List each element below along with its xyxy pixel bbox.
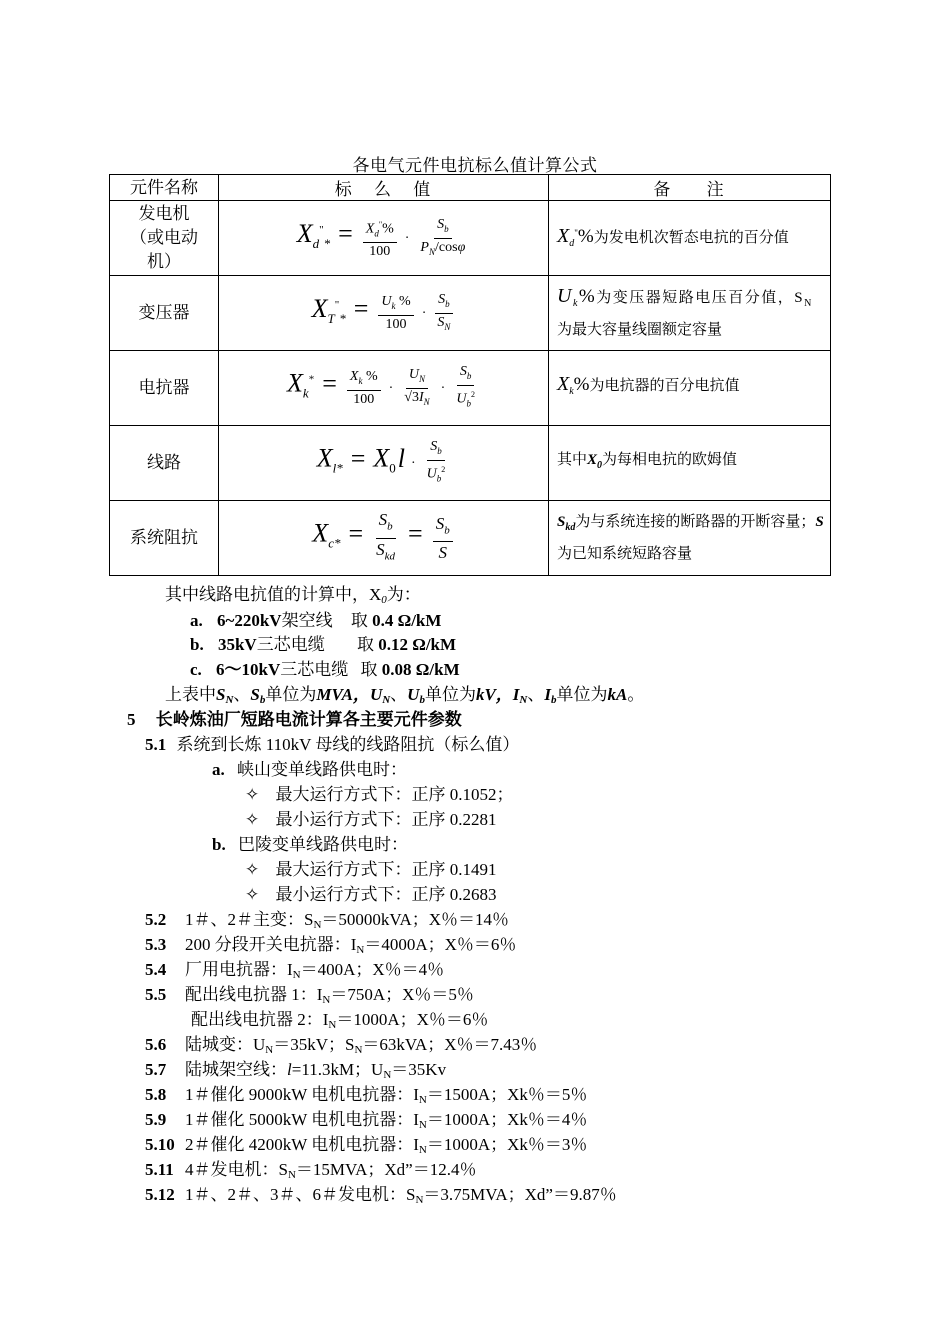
units-in-sub: N (519, 694, 528, 706)
item-rest: ＝750A；X％＝5％ (330, 985, 474, 1004)
section-5-heading (127, 705, 462, 730)
item-rest: ＝1000A；Xk％＝3％ (426, 1135, 588, 1154)
item-rest: =11.3kM；U (291, 1060, 384, 1079)
intro-text-b: 为： (386, 585, 421, 604)
units-p3: 单位为 (424, 685, 476, 704)
formula-line: $X_{l*} = X_0l$ · $\frac{S_b}{U_b^2}$ (219, 426, 549, 501)
s51-num: 5.1 (145, 735, 167, 754)
list-item (190, 630, 456, 655)
line-reactance-intro (165, 580, 421, 606)
intro-sub: 0 (381, 594, 387, 606)
item-text: 4＃发电机：S (185, 1160, 288, 1179)
item-sub2: N (383, 1069, 392, 1081)
item-text: 1＃催化 5000kW 电机电抗器：I (185, 1110, 419, 1129)
list-item (145, 930, 516, 956)
table-row (110, 201, 831, 276)
header-remark: 备 注 (549, 175, 831, 201)
item-c-value: 0.08 Ω/kM (381, 660, 460, 679)
item-rest2: ＝63kVA；X％＝7.43％ (362, 1035, 538, 1054)
item-a-type: 架空线 (281, 611, 333, 630)
item-num: 5.4 (145, 960, 167, 979)
item-sub: N (415, 1194, 424, 1206)
table-row (110, 426, 831, 501)
s51-a-text: 峡山变单线路供电时： (237, 760, 407, 779)
list-item (190, 606, 441, 631)
system-remark-skd: S (557, 514, 566, 530)
units-un: U (369, 685, 383, 704)
item-c-type: 三芯电缆 (280, 660, 349, 679)
item-text: 200 分段开关电抗器：I (185, 935, 357, 954)
list-item (145, 1055, 446, 1081)
list-item (145, 905, 509, 931)
list-item (145, 1105, 587, 1131)
units-ib: I (544, 685, 551, 704)
s51-a2 (245, 805, 497, 830)
item-rest: ＝50000kVA；X％＝14％ (321, 910, 510, 929)
item-num: 5.8 (145, 1085, 167, 1104)
item-sub: N (265, 1044, 274, 1056)
header-value: 标 么 值 (219, 175, 549, 201)
s51-b (212, 830, 408, 855)
diamond-icon: ✧ (245, 785, 260, 804)
item-rest: ＝1000A；Xk％＝4％ (426, 1110, 588, 1129)
item-rest: ＝400A；X％＝4％ (300, 960, 445, 979)
units-p2: 单位为 (265, 685, 317, 704)
list-item (191, 1005, 488, 1031)
row-name-line: 线路 (110, 426, 219, 501)
item-text: 配出线电抗器 2：I (191, 1010, 329, 1029)
section-5-title: 长岭炼油厂短路电流计算各主要元件参数 (155, 710, 462, 729)
section-5-number: 5 (127, 710, 136, 729)
list-item (145, 1155, 476, 1181)
system-remark-skd-sub: kd (565, 522, 576, 533)
list-item (145, 955, 444, 981)
item-rest: ＝4000A；X％＝6％ (364, 935, 517, 954)
units-ub-sub: b (419, 694, 425, 706)
item-rest: ＝3.75MVA；Xd”＝9.87％ (423, 1185, 617, 1204)
s51-b-text: 巴陵变单线路供电时： (237, 835, 408, 854)
item-a-take: 取 (350, 611, 368, 630)
units-ka: kA (607, 685, 628, 704)
s51-b-label: b. (212, 835, 226, 854)
item-b-range: 35kV (217, 635, 257, 654)
item-num: 5.2 (145, 910, 167, 929)
intro-text-a: 其中线路电抗值的计算中，X (165, 585, 382, 604)
s51-a (212, 755, 407, 780)
remark-generator: $X_d^"\%$为发电机次暂态电抗的百分值 (549, 201, 831, 276)
item-b-type: 三芯电缆 (256, 635, 325, 654)
system-remark-text1: 为与系统连接的断路器的开断容量； (575, 514, 816, 530)
line-remark-prefix: 其中 (557, 452, 588, 468)
item-text: 2＃催化 4200kW 电机电抗器：I (185, 1135, 419, 1154)
units-p4: 单位为 (556, 685, 608, 704)
generator-label: 发电机（或电动机） (130, 204, 198, 271)
item-ital: l (287, 1060, 292, 1079)
line-remark-x0: X (587, 452, 598, 468)
remark-system (549, 501, 831, 576)
units-p1: 上表中 (165, 685, 216, 704)
row-name-transformer: 变压器 (110, 276, 219, 351)
item-rest: ＝15MVA；Xd”＝12.4％ (295, 1160, 477, 1179)
s51-a1 (245, 780, 514, 805)
units-mva: MVA， (316, 685, 370, 704)
item-sub: N (328, 1019, 337, 1031)
row-name-reactor: 电抗器 (110, 351, 219, 426)
row-name-system: 系统阻抗 (110, 501, 219, 576)
item-text: 1＃、2＃主变：S (185, 910, 314, 929)
units-in: I (512, 685, 520, 704)
s51-a-label: a. (212, 760, 225, 779)
line-remark-text: 为每相电抗的欧姆值 (602, 452, 738, 468)
item-num: 5.12 (145, 1185, 175, 1204)
transformer-remark-text: 为变压器短路电压百分值，S (596, 290, 805, 306)
s51-a2-text: 最小运行方式下：正序 0.2281 (275, 810, 497, 829)
list-item (145, 1180, 617, 1206)
item-c-label: c. (190, 660, 202, 679)
item-num: 5.7 (145, 1060, 167, 1079)
item-a-range: 6~220kV (217, 611, 282, 630)
table-row (110, 351, 831, 426)
reactance-formula-table (109, 174, 831, 576)
table-header-row (110, 175, 831, 201)
diamond-icon: ✧ (245, 885, 260, 904)
table-row (110, 501, 831, 576)
list-item (190, 655, 460, 680)
reactor-remark-text: 为电抗器的百分电抗值 (589, 378, 740, 394)
units-kv: kV， (475, 685, 513, 704)
units-sep1: 、 (233, 685, 251, 704)
s51-b2 (245, 880, 497, 905)
item-c-range: 6～10kV (216, 660, 281, 679)
table-title: 各电气元件电抗标么值计算公式 (352, 156, 598, 175)
units-sn-sub: N (225, 694, 234, 706)
units-un-sub: N (382, 694, 391, 706)
s51-b1-text: 最大运行方式下：正序 0.1491 (275, 860, 497, 879)
units-ib-sub: b (551, 694, 557, 706)
remark-line (549, 426, 831, 501)
line-remark-x0-sub: 0 (597, 460, 603, 471)
item-sub: N (292, 969, 301, 981)
item-rest2: ＝35Kv (391, 1060, 447, 1079)
item-num: 5.9 (145, 1110, 167, 1129)
generator-remark-text: 为发电机次暂态电抗的百分值 (593, 229, 789, 246)
item-num: 5.11 (145, 1160, 174, 1179)
item-b-take: 取 (356, 635, 374, 654)
formula-generator: $X_d^"_*$ = $\frac{X_d^"\%}{100}$ · $\frac{S_b}{P_N/\cos\varphi}$ (219, 201, 549, 276)
remark-reactor: $X_k\%$为电抗器的百分电抗值 (549, 351, 831, 426)
formula-transformer: $X_T^"_*$ = $\frac{U_k \%}{100}$ · $\frac{S_b}{S_N}$ (219, 276, 549, 351)
list-item (145, 980, 474, 1006)
item-num: 5.3 (145, 935, 167, 954)
section-5-1 (145, 730, 519, 755)
transformer-remark-sub: N (804, 298, 813, 309)
item-num: 5.10 (145, 1135, 175, 1154)
units-sb: S (250, 685, 260, 704)
item-num: 5.6 (145, 1035, 167, 1054)
item-rest: ＝35kV；S (273, 1035, 355, 1054)
units-line (165, 680, 644, 706)
item-sub: N (287, 1169, 296, 1181)
item-text: 陆城架空线： (185, 1060, 287, 1079)
item-sub: N (418, 1119, 427, 1131)
item-a-label: a. (190, 611, 203, 630)
remark-transformer: $U_k\%$为变压器短路电压百分值，$S_N$为最大容量线圈额定容量 (549, 276, 831, 351)
header-name: 元件名称 (110, 175, 219, 201)
units-end: 。 (627, 685, 645, 704)
s51-text: 系统到长炼 110kV 母线的线路阻抗（标么值） (176, 735, 520, 754)
item-sub2: N (354, 1044, 363, 1056)
item-b-value: 0.12 Ω/kM (378, 635, 457, 654)
row-name-generator (110, 201, 219, 276)
list-item (145, 1130, 587, 1156)
item-b-label: b. (190, 635, 204, 654)
diamond-icon: ✧ (245, 860, 260, 879)
item-rest: ＝1500A；Xk％＝5％ (426, 1085, 588, 1104)
list-item (145, 1080, 587, 1106)
item-num: 5.5 (145, 985, 167, 1004)
list-item (145, 1030, 537, 1056)
units-sb-sub: b (259, 694, 266, 706)
item-text: 配出线电抗器 1：I (185, 985, 323, 1004)
item-text: 厂用电抗器：I (185, 960, 293, 979)
item-text: 1＃、2＃、3＃、6＃发电机：S (185, 1185, 416, 1204)
item-sub: N (356, 944, 365, 956)
system-remark-text2: 为已知系统短路容量 (557, 546, 693, 562)
formula-reactor: $X_k^*$ = $\frac{X_k \%}{100}$ · $\frac{U_N}{√3I_N}$ · $\frac{S_b}{U_b^2}$ (219, 351, 549, 426)
item-a-value: 0.4 Ω/kM (372, 611, 442, 630)
diamond-icon: ✧ (245, 810, 260, 829)
item-sub: N (418, 1144, 427, 1156)
units-ub: U (407, 685, 420, 704)
table-row (110, 276, 831, 351)
item-text: 陆城变：U (185, 1035, 266, 1054)
s51-b1 (245, 855, 497, 880)
item-c-take: 取 (360, 660, 378, 679)
item-rest: ＝1000A；X％＝6％ (336, 1010, 489, 1029)
item-text: 1＃催化 9000kW 电机电抗器：I (185, 1085, 419, 1104)
system-remark-s: S (815, 514, 824, 530)
units-sep3: 、 (527, 685, 545, 704)
item-sub: N (418, 1094, 427, 1106)
s51-a1-text: 最大运行方式下：正序 0.1052； (275, 785, 514, 804)
units-sn: S (216, 685, 226, 704)
transformer-remark-text2: 为最大容量线圈额定容量 (557, 322, 723, 338)
item-sub: N (313, 919, 322, 931)
formula-system: $X_{c*}$ = $\frac{S_b}{S_{kd}}$ = $\frac{S_b}{S}$ (219, 501, 549, 576)
s51-b2-text: 最小运行方式下：正序 0.2683 (275, 885, 497, 904)
units-sep2: 、 (390, 685, 408, 704)
item-sub: N (322, 994, 331, 1006)
